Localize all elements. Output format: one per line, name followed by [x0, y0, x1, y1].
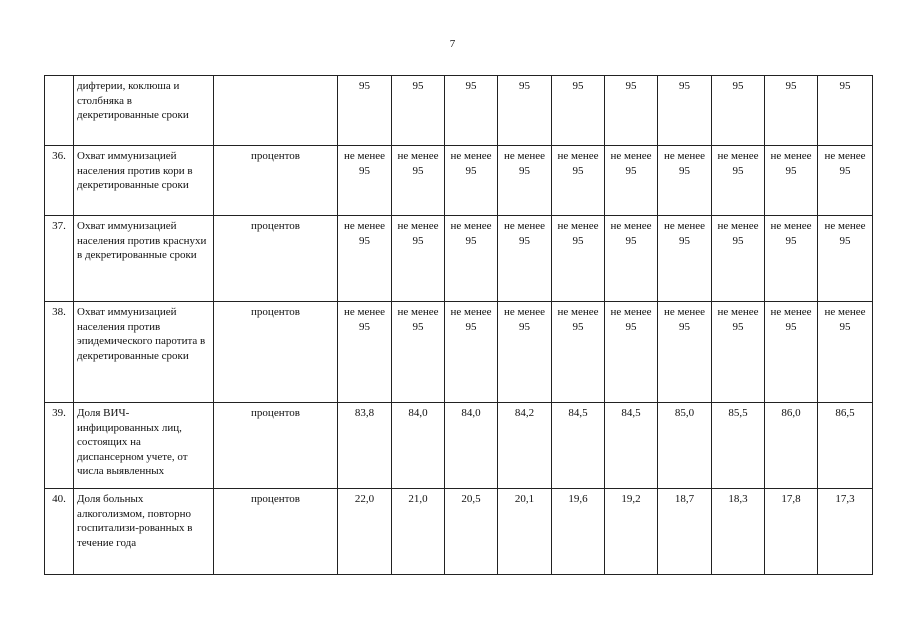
value-cell: не менее 95 [712, 302, 765, 403]
row-number: 36. [45, 146, 74, 216]
value-cell: 95 [392, 76, 445, 146]
value-cell: 95 [552, 76, 605, 146]
row-number [45, 76, 74, 146]
indicator-name: Охват иммунизацией населения против краснухи в декретированные сроки [74, 216, 214, 302]
value-cell: 95 [765, 76, 818, 146]
indicator-name: Доля больных алкоголизмом, повторно госпитализи-рованных в течение года [74, 489, 214, 575]
value-cell: не менее 95 [392, 146, 445, 216]
value-cell: 86,0 [765, 403, 818, 489]
table-row [45, 146, 873, 216]
value-cell: не менее 95 [658, 216, 712, 302]
unit-cell: процентов [214, 489, 338, 575]
table-row [45, 76, 873, 146]
value-cell: 85,0 [658, 403, 712, 489]
table-row [45, 302, 873, 403]
value-cell: не менее 95 [498, 302, 552, 403]
value-cell: 19,6 [552, 489, 605, 575]
unit-cell: процентов [214, 146, 338, 216]
value-cell: не менее 95 [605, 146, 658, 216]
value-cell: 95 [712, 76, 765, 146]
unit-cell [214, 76, 338, 146]
value-cell: не менее 95 [818, 302, 873, 403]
value-cell: 95 [605, 76, 658, 146]
value-cell: не менее 95 [658, 146, 712, 216]
value-cell: не менее 95 [765, 216, 818, 302]
value-cell: не менее 95 [445, 302, 498, 403]
unit-cell: процентов [214, 216, 338, 302]
value-cell: 20,5 [445, 489, 498, 575]
value-cell: 95 [658, 76, 712, 146]
value-cell: не менее 95 [392, 216, 445, 302]
value-cell: не менее 95 [552, 146, 605, 216]
value-cell: 18,7 [658, 489, 712, 575]
unit-cell: процентов [214, 403, 338, 489]
page-number: 7 [449, 38, 456, 50]
value-cell: 17,3 [818, 489, 873, 575]
value-cell: не менее 95 [338, 146, 392, 216]
value-cell: не менее 95 [445, 216, 498, 302]
unit-cell: процентов [214, 302, 338, 403]
value-cell: 86,5 [818, 403, 873, 489]
table-row [45, 403, 873, 489]
value-cell: не менее 95 [605, 302, 658, 403]
value-cell: 17,8 [765, 489, 818, 575]
indicator-name: Охват иммунизацией населения против кори в декретированные сроки [74, 146, 214, 216]
value-cell: 95 [498, 76, 552, 146]
row-number: 39. [45, 403, 74, 489]
value-cell: 85,5 [712, 403, 765, 489]
value-cell: не менее 95 [498, 216, 552, 302]
value-cell: 84,0 [392, 403, 445, 489]
value-cell: не менее 95 [765, 146, 818, 216]
value-cell: 84,2 [498, 403, 552, 489]
value-cell: 84,5 [552, 403, 605, 489]
value-cell: не менее 95 [605, 216, 658, 302]
value-cell: не менее 95 [658, 302, 712, 403]
table-row [45, 216, 873, 302]
value-cell: 84,0 [445, 403, 498, 489]
row-number: 38. [45, 302, 74, 403]
value-cell: не менее 95 [338, 216, 392, 302]
table-row [45, 489, 873, 575]
value-cell: не менее 95 [392, 302, 445, 403]
value-cell: 95 [445, 76, 498, 146]
indicator-name: Охват иммунизацией населения против эпидемического паротита в декретированные сроки [74, 302, 214, 403]
value-cell: не менее 95 [765, 302, 818, 403]
indicator-name: Доля ВИЧ-инфицированных лиц, состоящих на диспансерном учете, от числа выявленных [74, 403, 214, 489]
value-cell: 84,5 [605, 403, 658, 489]
indicators-table [44, 75, 873, 575]
value-cell: не менее 95 [818, 216, 873, 302]
value-cell: не менее 95 [498, 146, 552, 216]
value-cell: не менее 95 [712, 216, 765, 302]
row-number: 37. [45, 216, 74, 302]
value-cell: 18,3 [712, 489, 765, 575]
value-cell: 19,2 [605, 489, 658, 575]
row-number: 40. [45, 489, 74, 575]
indicator-name: дифтерии, коклюша и столбняка в декретированные сроки [74, 76, 214, 146]
value-cell: 95 [818, 76, 873, 146]
value-cell: не менее 95 [712, 146, 765, 216]
value-cell: 95 [338, 76, 392, 146]
value-cell: не менее 95 [445, 146, 498, 216]
value-cell: не менее 95 [818, 146, 873, 216]
value-cell: 21,0 [392, 489, 445, 575]
value-cell: не менее 95 [552, 302, 605, 403]
value-cell: 83,8 [338, 403, 392, 489]
value-cell: не менее 95 [338, 302, 392, 403]
value-cell: 22,0 [338, 489, 392, 575]
value-cell: 20,1 [498, 489, 552, 575]
value-cell: не менее 95 [552, 216, 605, 302]
